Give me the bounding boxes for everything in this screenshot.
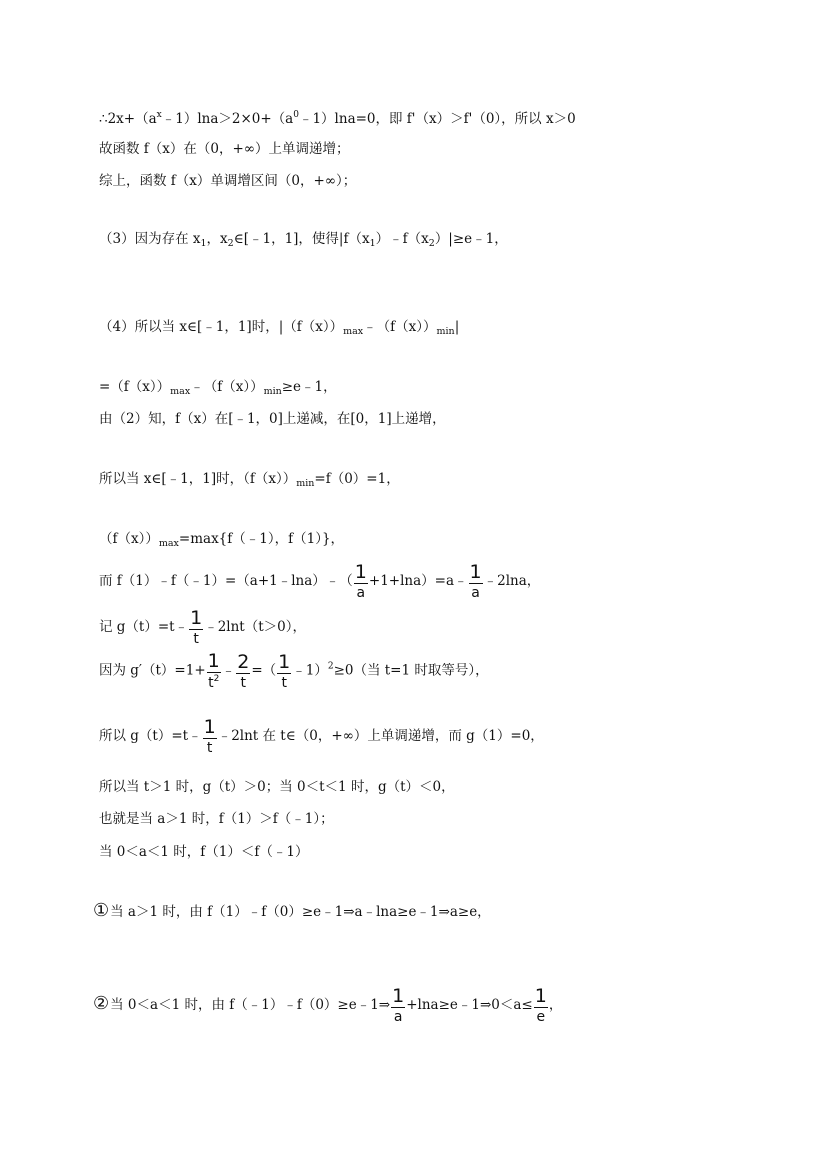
fraction: $\frac{1}{t}$ [203,716,216,756]
line-7: 由（2）知，f（x）在[﹣1，0]上递减，在[0，1]上递增， [99,411,446,427]
line-10: 而 f（1）﹣f（﹣1）=（a+1﹣lna）﹣（ $\frac{1}{a}$ +1+lna）=a﹣ $\frac{1}{a}$ ﹣2lna， [99,561,541,601]
circled-two-marker: ② [93,993,110,1014]
line-17: ①当 a＞1 时，由 f（1）﹣f（0）≥e﹣1⇒a﹣lna≥e﹣1⇒a≥e， [93,900,491,921]
line-11: 记 g（t）=t﹣ $\frac{1}{t}$ ﹣2lnt（t＞0）， [99,607,306,647]
circled-one-marker: ① [93,900,110,921]
line-15: 也就是当 a＞1 时，f（1）＞f（﹣1）； [99,811,334,827]
fraction: $\frac{1}{a}$ [354,561,367,601]
line-12: 因为 g′（t）=1+ $\frac{1}{t^2}$ ﹣ $\frac{2}{t}$ =（ $\frac{1}{t}$ ﹣1）$^2$≥0（当 t=1 时取等号）， [99,650,489,691]
line-18: ②当 0＜a＜1 时，由 f（﹣1）﹣f（0）≥e﹣1⇒ $\frac{1}{a}$ +lna≥e﹣1⇒0＜a≤ $\frac{1}{e}$ ， [93,985,563,1025]
line-5: （4）所以当 x∈[﹣1，1]时，$|(f(x))_{max}﹣(f(x))_{min}|$ [99,319,460,337]
fraction: $\frac{1}{t}$ [278,650,291,691]
fraction: $\frac{1}{e}$ [534,985,547,1025]
line-16: 当 0＜a＜1 时，f（1）＜f（﹣1） [99,844,309,860]
line-14: 所以当 t＞1 时，g（t）＞0；当 0＜t＜1 时，g（t）＜0， [99,779,455,795]
fraction: $\frac{1}{a}$ [392,985,405,1025]
line-13: 所以 g（t）=t﹣ $\frac{1}{t}$ ﹣2lnt 在 t∈（0，+∞）上单调递增，而 g（1）=0， [99,716,544,756]
line-1: $\therefore 2x+(a^x﹣1)\ln a>2\times 0+(a^0﹣1)\ln a=0$，即 f'（x）＞f'（0），所以 x＞0 [99,110,576,127]
fraction: $\frac{1}{t^2}$ [207,650,220,691]
fraction: $\frac{1}{t}$ [190,607,203,647]
line-9: $(f(x))_{max}=\max\{f(﹣1)$，f（1）}， [99,531,345,549]
line-8: 所以当 x∈[﹣1，1]时，$(f(x))_{min}=f(0)=1$， [99,471,400,489]
line-6: $=(f(x))_{max}﹣(f(x))_{min}\ge e﹣1$， [99,379,337,397]
fraction: $\frac{2}{t}$ [237,650,250,691]
line-4: （3）因为存在 $x_1$，$x_2\in[﹣1$，1]，使得$|f(x_1)﹣f(x_2)|\ge e﹣1$， [99,231,508,249]
fraction: $\frac{1}{a}$ [469,561,482,601]
line-3: 综上，函数 f（x）单调增区间（0，+∞）； [99,173,357,189]
line-2: 故函数 f（x）在（0，+∞）上单调递增； [99,141,350,157]
